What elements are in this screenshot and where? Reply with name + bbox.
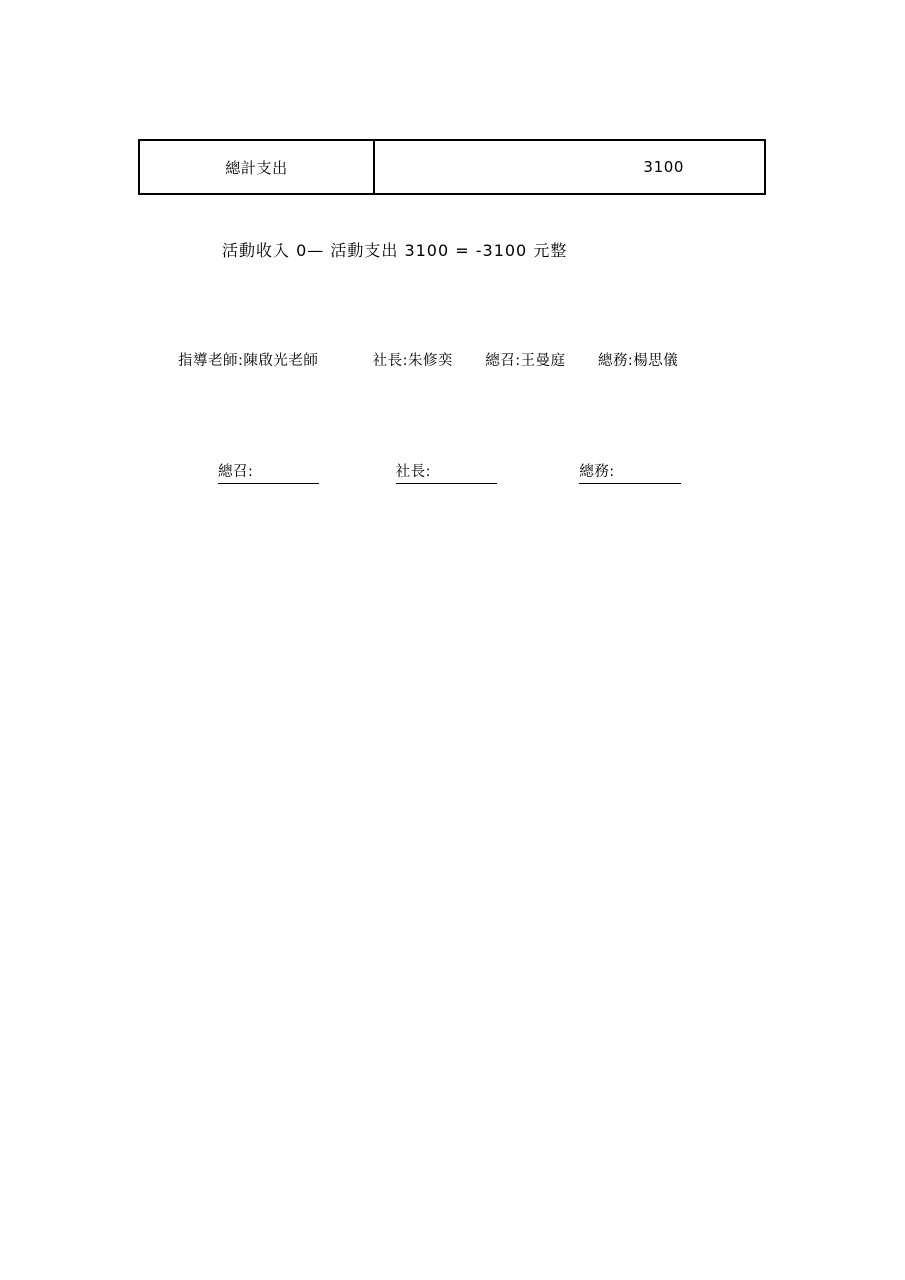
advisor-name: 指導老師:陳啟光老師 <box>178 353 319 369</box>
signature-label-president: 社長: <box>395 464 431 480</box>
signature-label-general-affairs: 總務: <box>579 464 615 480</box>
total-expense-table <box>138 139 766 195</box>
balance-equation: 活動收入 0— 活動支出 3100 = -3100 元整 <box>222 241 568 260</box>
signature-label-convener: 總召: <box>218 464 254 480</box>
staff-names-row <box>178 349 678 370</box>
total-expense-value: 3100 <box>374 140 765 194</box>
total-expense-label: 總計支出 <box>139 140 374 194</box>
table-row <box>139 140 765 194</box>
general-affairs-name: 總務:楊思儀 <box>597 353 679 369</box>
signature-lines-row <box>218 460 681 484</box>
signature-line-general-affairs <box>579 460 680 484</box>
signature-line-convener <box>218 460 319 484</box>
convener-name: 總召:王曼庭 <box>485 353 566 369</box>
president-name: 社長:朱修奕 <box>372 353 453 369</box>
signature-line-president <box>396 460 497 484</box>
